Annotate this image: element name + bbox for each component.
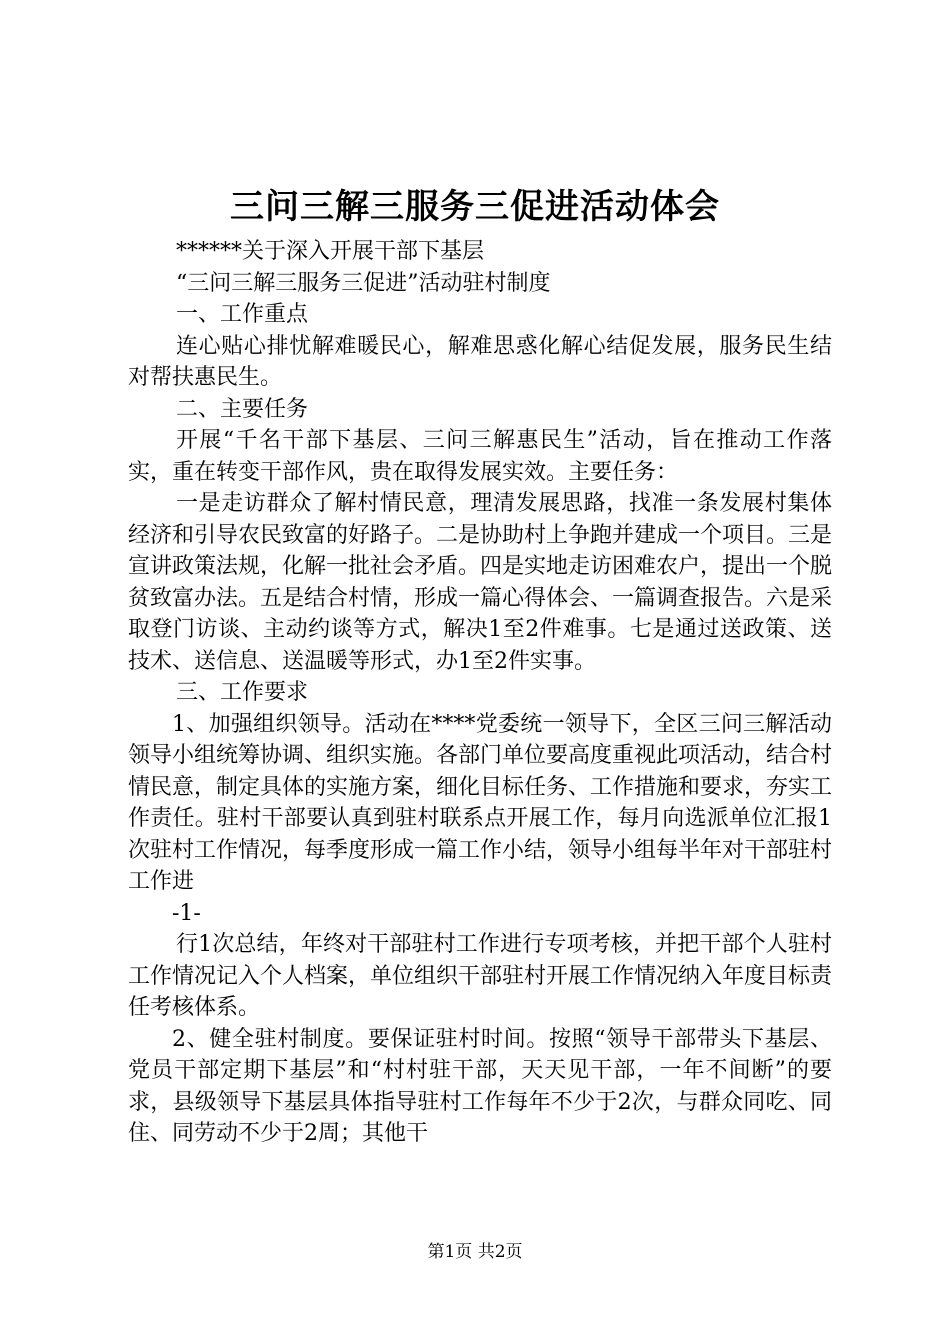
section-heading: 二、主要任务 xyxy=(176,396,309,422)
document-body xyxy=(128,236,832,1150)
paragraph: 行1次总结，年终对干部驻村工作进行专项考核，并把干部个人驻村工作情况记入个人档案，单位组织干部驻村开展工作情况纳入年度目标责任考核体系。 xyxy=(128,932,833,1020)
section-heading: 三、工作要求 xyxy=(176,680,309,705)
page-marker: -1- xyxy=(172,900,201,926)
paragraph: “三问三解三服务三促进”活动驻村制度 xyxy=(176,270,551,296)
page-footer: 第1页 共2页 xyxy=(427,1242,523,1262)
paragraph: 一是走访群众了解村情民意，理清发展思路，找准一条发展村集体经济和引导农民致富的好路子。二是协助村上争跑并建成一个项目。三是宣讲政策法规，化解一批社会矛盾。四是实地走访困难农户，提出一个脱贫致富办法。五是结合村情，形成一篇心得体会、一篇调查报告。六是采取登门访谈、主动约谈等方式，解决1至2件难事。七是通过送政策、送技术、送信息、送温暖等形式，办1至2件实事。 xyxy=(128,491,833,674)
paragraph: 开展“千名干部下基层、三问三解惠民生”活动，旨在推动工作落实，重在转变干部作风，贵在取得发展实效。主要任务： xyxy=(128,428,832,485)
paragraph: 2、健全驻村制度。要保证驻村时间。按照“领导干部带头下基层、党员干部定期下基层”和“村村驻干部，天天见干部，一年不间断”的要求，县级领导下基层具体指导驻村工作每年不少于2次，与群众同吃、同住、同劳动不少于2周；其他干 xyxy=(128,1026,832,1146)
document-title: 三问三解三服务三促进活动体会 xyxy=(230,187,720,227)
paragraph: 1、加强组织领导。活动在****党委统一领导下，全区三问三解活动领导小组统筹协调、组织实施。各部门单位要高度重视此项活动，结合村情民意，制定具体的实施方案，细化目标任务、工作措施和要求，夯实工作责任。驻村干部要认真到驻村联系点开展工作，每月向选派单位汇报1次驻村工作情况，每季度形成一篇工作小结，领导小组每半年对干部驻村工作进 xyxy=(128,711,833,894)
paragraph: 连心贴心排忧解难暖民心，解难思惑化解心结促发展，服务民生结对帮扶惠民生。 xyxy=(128,333,832,390)
paragraph: ******关于深入开展干部下基层 xyxy=(176,239,485,264)
section-heading: 一、工作重点 xyxy=(176,302,309,327)
